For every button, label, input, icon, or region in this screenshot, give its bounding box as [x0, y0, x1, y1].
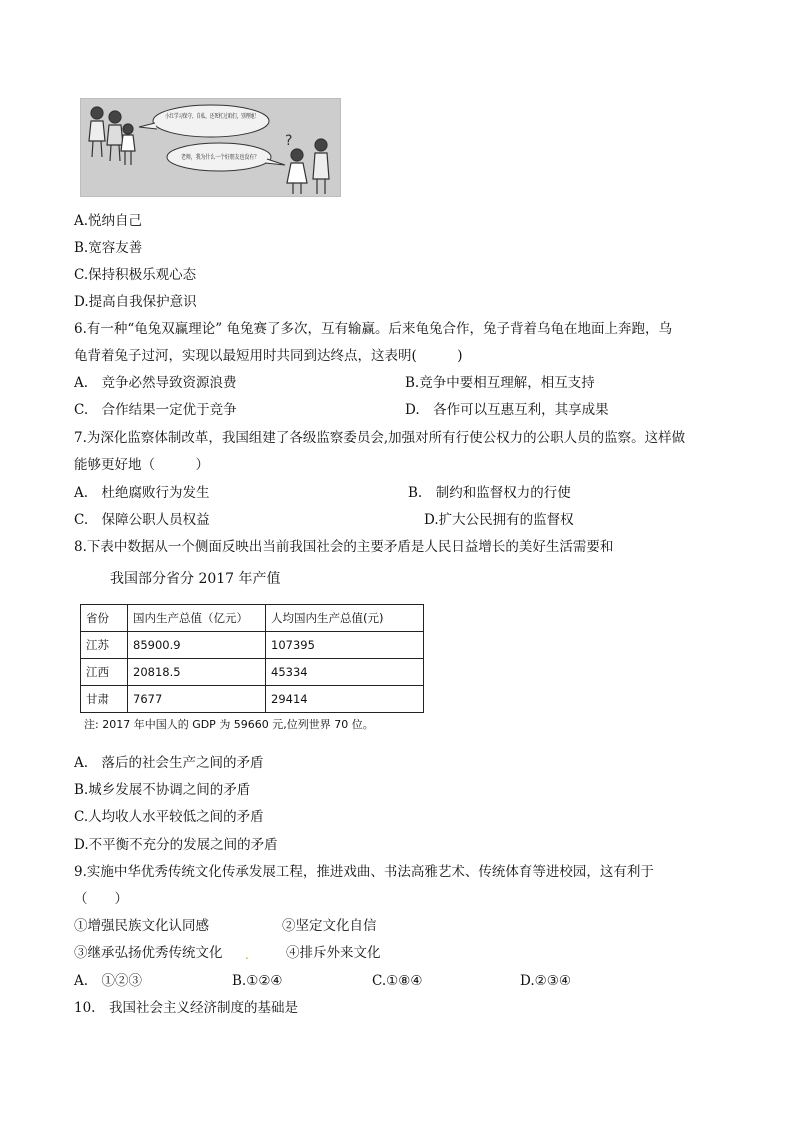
q5-option-b: B.宽容友善: [74, 240, 143, 256]
q9-statement-1: ①增强民族文化认同感: [74, 918, 209, 934]
gdp-table: [80, 604, 424, 713]
q6-stem-line2: 龟背着兔子过河，实现以最短用时共同到达终点，这表明( ): [74, 348, 463, 364]
q5-option-a: A.悦纳自己: [74, 213, 143, 229]
q9-option-c: C.①⑧④: [372, 973, 423, 989]
table-row: [81, 686, 424, 713]
q5-option-c: C.保持积极乐观心态: [74, 267, 197, 283]
table-cell: 20818.5: [128, 659, 266, 686]
q10-stem-line1: 10. 我国社会主义经济制度的基础是: [74, 1000, 298, 1016]
table-cell: 29414: [266, 686, 424, 713]
q6-option-b: B.竞争中要相互理解，相互支持: [405, 375, 595, 391]
table-row: [81, 632, 424, 659]
q7-option-c: C. 保障公职人员权益: [74, 512, 210, 528]
q5-option-d: D.提高自我保护意识: [74, 294, 197, 310]
q8-option-b: B.城乡发展不协调之间的矛盾: [74, 782, 251, 798]
table-note: 注: 2017 年中国人的 GDP 为 59660 元,位列世界 70 位。: [84, 718, 374, 731]
table-title: 我国部分省分 2017 年产值: [110, 571, 281, 587]
q9-statement-2: ②坚定文化自信: [282, 918, 377, 934]
bubble-2-text: 老师，我为什么一个好朋友也没有？: [181, 154, 280, 161]
q8-stem-line1: 8.下表中数据从一个侧面反映出当前我国社会的主要矛盾是人民日益增长的美好生活需要和: [74, 539, 614, 555]
table-cell: 85900.9: [128, 632, 266, 659]
q9-option-b: B.①②④: [232, 973, 283, 989]
table-cell: 甘肃: [81, 686, 128, 713]
q9-statement-3: ③继承弘扬优秀传统文化: [74, 945, 223, 961]
table-header-gdp: 国内生产总值（亿元）: [128, 605, 266, 632]
q8-option-c: C.人均收人水平较低之间的矛盾: [74, 809, 264, 825]
speech-bubble-1: [153, 105, 295, 137]
q9-option-d: D.②③④: [520, 973, 571, 989]
stray-dot: .: [245, 948, 249, 962]
q7-option-d: D.扩大公民拥有的监督权: [424, 512, 574, 528]
q7-stem-line2: 能够更好地（ ）: [74, 457, 209, 473]
q8-option-a: A. 落后的社会生产之间的矛盾: [74, 755, 264, 771]
q9-statement-4: ④排斥外来文化: [286, 945, 381, 961]
question-mark-icon: ?: [285, 133, 293, 149]
q7-option-b: B. 制约和监督权力的行使: [408, 485, 571, 501]
bubble-1-text: 小红学习保守、自私，还死杠过咱们，别理她！: [165, 113, 295, 120]
q7-stem-line1: 7.为深化监察体制改革，我国组建了各级监察委员会,加强对所有行使公权力的公职人员的监察。这样做: [74, 430, 686, 446]
cartoon-image: [80, 98, 341, 197]
table-cell: 107395: [266, 632, 424, 659]
q6-stem-line1: 6.有一种“龟兔双赢理论” 龟兔赛了多次，互有输赢。后来龟兔合作，兔子背着乌龟在地面上奔跑，乌: [74, 321, 672, 337]
table-header-province: 省份: [81, 605, 128, 632]
q6-option-d: D. 各作可以互惠互利，其享成果: [405, 402, 609, 418]
table-row: [81, 659, 424, 686]
table-cell: 江西: [81, 659, 128, 686]
table-cell: 45334: [266, 659, 424, 686]
q9-stem-line2: （ ）: [74, 891, 128, 907]
table-header-row: [81, 605, 424, 632]
table-cell: 7677: [128, 686, 266, 713]
q9-stem-line1: 9.实施中华优秀传统文化传承发展工程，推进戏曲、书法高雅艺术、传统体育等进校园，这有利于: [74, 864, 654, 880]
q9-option-a: A. ①②③: [74, 973, 143, 989]
q6-option-c: C. 合作结果一定优于竞争: [74, 402, 237, 418]
table-cell: 江苏: [81, 632, 128, 659]
q8-option-d: D.不平衡不充分的发展之间的矛盾: [74, 837, 278, 853]
table-header-per-capita: 人均国内生产总值(元): [266, 605, 424, 632]
q6-option-a: A. 竞争必然导致资源浪费: [74, 375, 237, 391]
q7-option-a: A. 杜绝腐败行为发生: [74, 485, 210, 501]
